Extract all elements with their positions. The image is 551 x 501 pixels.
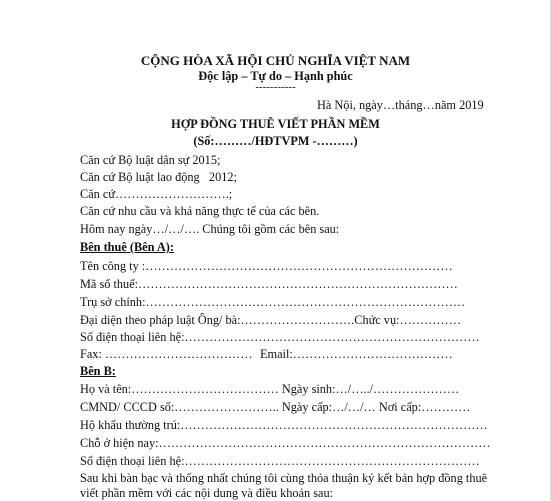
party-b-heading: Bên B: [80,364,116,378]
closing-line: Sau khi bàn bạc và thống nhất chúng tôi cùng thỏa thuận ký kết bản hợp đồng thuê [80,471,488,485]
party-b-phone: Số điện thoại liên hệ:……………………………………………………………… [80,454,480,468]
party-a-email: Email:………………………………… [260,347,453,361]
party-a-representative: Đại diện theo pháp luật Ông/ bà:……………………….Chức vụ:…………… [80,313,461,327]
party-a-phone: Số điện thoại liên hệ:……………………………………………………………… [80,330,480,344]
party-a-heading: Bên thuê (Bên A): [80,240,174,254]
preamble-line: Căn cứ nhu cầu và khả năng thực tế của các bên. [80,204,320,218]
closing-line: viết phần mềm với các nội dung và điều khoản sau: [80,486,334,500]
contract-title: HỢP ĐỒNG THUÊ VIẾT PHẦN MỀM [171,117,380,131]
motto-rule: ----------- [255,81,296,93]
national-motto: Độc lập – Tự do – Hạnh phúc [198,69,353,83]
party-b-id-card: CMND/ CCCD số:…………………….. Ngày cấp:…/…/… Nơi cấp:………… [80,400,471,414]
party-a-tax-code: Mã số thuế:…………………………………………………………………… [80,277,458,291]
party-b-residence: Hộ khẩu thường trú:………………………………………………………………… [80,418,488,432]
party-b-current-address: Chỗ ở hiện nay:……………………………………………………………………… [80,436,491,450]
contract-number: (Số:………/HĐTVPM -………) [193,134,358,148]
preamble-line: Căn cứ Bộ luật dân sự 2015; [80,153,221,167]
party-b-name-dob: Họ và tên:……………………………… Ngày sinh:…/…../………………… [80,382,460,396]
preamble-line: Căn cứ……………………….; [80,187,233,201]
preamble-line: Căn cứ Bộ luật lao động 2012; [80,170,237,184]
party-a-address: Trụ sở chính:…………………………………………………………………… [80,295,466,309]
preamble-line: Hôm nay ngày…/…/…. Chúng tôi gồm các bên sau: [80,222,340,236]
place-date: Hà Nội, ngày…tháng…năm 2019 [317,98,484,112]
national-title: CỘNG HÒA XÃ HỘI CHỦ NGHĨA VIỆT NAM [140,53,411,68]
party-a-company: Tên công ty :………………………………………………………………… [80,259,453,273]
party-a-fax: Fax: ……………………………… [80,347,253,361]
